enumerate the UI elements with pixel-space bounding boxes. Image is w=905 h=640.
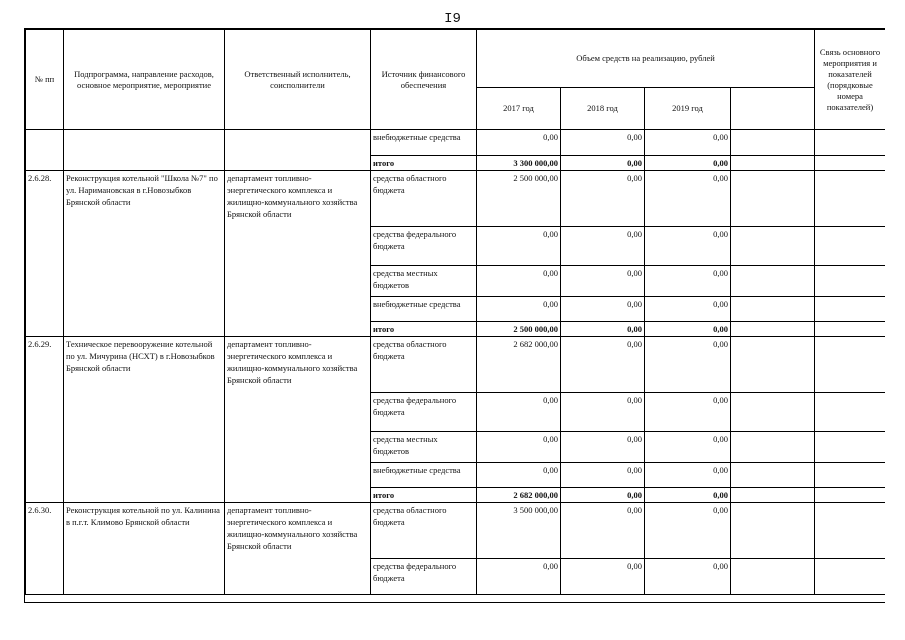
value-extra <box>731 488 815 503</box>
value-2018: 0,00 <box>561 488 645 503</box>
value-2019: 0,00 <box>645 503 731 559</box>
value-2017: 0,00 <box>477 130 561 156</box>
link-cell <box>815 337 886 393</box>
value-2019: 0,00 <box>645 297 731 322</box>
source-cell: средства федерального бюджета <box>371 393 477 432</box>
table-header <box>26 30 886 130</box>
measure-name: Реконструкция котельной по ул. Калинина в п.г.т. Климово Брянской области <box>64 503 225 595</box>
measure-code: 2.6.30. <box>26 503 64 595</box>
program-cell <box>64 130 225 171</box>
value-2019: 0,00 <box>645 156 731 171</box>
source-cell: итого <box>371 488 477 503</box>
header-program: Подпрограмма, направление расходов, основное мероприятие, мероприятие <box>64 30 225 130</box>
value-2018: 0,00 <box>561 559 645 595</box>
value-2019: 0,00 <box>645 171 731 227</box>
value-2019: 0,00 <box>645 130 731 156</box>
budget-table <box>25 29 885 595</box>
link-cell <box>815 488 886 503</box>
value-2019: 0,00 <box>645 559 731 595</box>
value-2018: 0,00 <box>561 337 645 393</box>
source-cell: внебюджетные средства <box>371 130 477 156</box>
value-2019: 0,00 <box>645 337 731 393</box>
source-cell: средства областного бюджета <box>371 503 477 559</box>
value-extra <box>731 227 815 266</box>
source-cell: средства местных бюджетов <box>371 432 477 463</box>
value-2018: 0,00 <box>561 322 645 337</box>
source-cell: средства областного бюджета <box>371 171 477 227</box>
value-2018: 0,00 <box>561 393 645 432</box>
source-cell: итого <box>371 156 477 171</box>
value-2019: 0,00 <box>645 463 731 488</box>
value-2018: 0,00 <box>561 432 645 463</box>
table-row <box>26 337 886 393</box>
source-cell: средства местных бюджетов <box>371 266 477 297</box>
value-2018: 0,00 <box>561 266 645 297</box>
value-2017: 0,00 <box>477 463 561 488</box>
value-2017: 0,00 <box>477 393 561 432</box>
value-2019: 0,00 <box>645 266 731 297</box>
link-cell <box>815 266 886 297</box>
value-2019: 0,00 <box>645 488 731 503</box>
value-2017: 2 500 000,00 <box>477 322 561 337</box>
header-year-2017: 2017 год <box>477 88 561 130</box>
measure-name: Реконструкция котельной "Школа №7" по ул. Наримановская в г.Новозыбков Брянской области <box>64 171 225 337</box>
value-extra <box>731 393 815 432</box>
value-2019: 0,00 <box>645 432 731 463</box>
table-row <box>26 130 886 156</box>
value-extra <box>731 322 815 337</box>
value-2018: 0,00 <box>561 297 645 322</box>
source-cell: средства федерального бюджета <box>371 559 477 595</box>
value-2018: 0,00 <box>561 171 645 227</box>
value-2019: 0,00 <box>645 227 731 266</box>
link-cell <box>815 171 886 227</box>
header-year-extra <box>731 88 815 130</box>
value-2019: 0,00 <box>645 322 731 337</box>
header-source: Источник финансового обеспечения <box>371 30 477 130</box>
value-2018: 0,00 <box>561 503 645 559</box>
table-row <box>26 171 886 227</box>
value-2017: 0,00 <box>477 432 561 463</box>
value-2017: 0,00 <box>477 227 561 266</box>
value-2018: 0,00 <box>561 156 645 171</box>
link-cell <box>815 227 886 266</box>
value-extra <box>731 130 815 156</box>
source-cell: средства федерального бюджета <box>371 227 477 266</box>
link-cell <box>815 297 886 322</box>
value-2017: 3 300 000,00 <box>477 156 561 171</box>
value-extra <box>731 297 815 322</box>
executor-cell <box>225 130 371 171</box>
value-2018: 0,00 <box>561 130 645 156</box>
value-2017: 3 500 000,00 <box>477 503 561 559</box>
source-cell: внебюджетные средства <box>371 297 477 322</box>
value-2017: 0,00 <box>477 266 561 297</box>
value-2017: 0,00 <box>477 297 561 322</box>
link-cell <box>815 432 886 463</box>
table-row <box>26 503 886 559</box>
link-cell <box>815 463 886 488</box>
table-body <box>26 130 886 595</box>
value-2017: 2 682 000,00 <box>477 488 561 503</box>
measure-executor: департамент топливно-энергетического комплекса и жилищно-коммунального хозяйства Брянской области <box>225 337 371 503</box>
link-cell <box>815 503 886 559</box>
header-executor: Ответственный исполнитель, соисполнители <box>225 30 371 130</box>
value-extra <box>731 156 815 171</box>
value-extra <box>731 463 815 488</box>
budget-table-frame <box>24 28 885 603</box>
link-cell <box>815 130 886 156</box>
value-2018: 0,00 <box>561 463 645 488</box>
value-extra <box>731 266 815 297</box>
measure-code: 2.6.28. <box>26 171 64 337</box>
measure-executor: департамент топливно-энергетического комплекса и жилищно-коммунального хозяйства Брянской области <box>225 503 371 595</box>
measure-executor: департамент топливно-энергетического комплекса и жилищно-коммунального хозяйства Брянской области <box>225 171 371 337</box>
value-2018: 0,00 <box>561 227 645 266</box>
code-cell <box>26 130 64 171</box>
page-number: I9 <box>444 11 461 27</box>
measure-code: 2.6.29. <box>26 337 64 503</box>
value-extra <box>731 503 815 559</box>
header-link: Связь основного мероприятия и показателей (порядковые номера показателей) <box>815 30 886 130</box>
measure-name: Техническое перевооружение котельной по ул. Мичурина (НСХТ) в г.Новозыбков Брянской области <box>64 337 225 503</box>
value-2017: 2 682 000,00 <box>477 337 561 393</box>
source-cell: итого <box>371 322 477 337</box>
value-2017: 0,00 <box>477 559 561 595</box>
value-2017: 2 500 000,00 <box>477 171 561 227</box>
value-extra <box>731 171 815 227</box>
value-extra <box>731 432 815 463</box>
header-year-2019: 2019 год <box>645 88 731 130</box>
link-cell <box>815 322 886 337</box>
header-year-2018: 2018 год <box>561 88 645 130</box>
header-volume: Объем средств на реализацию, рублей <box>477 30 815 88</box>
value-2019: 0,00 <box>645 393 731 432</box>
value-extra <box>731 559 815 595</box>
value-extra <box>731 337 815 393</box>
source-cell: средства областного бюджета <box>371 337 477 393</box>
link-cell <box>815 559 886 595</box>
header-num: № пп <box>26 30 64 130</box>
link-cell <box>815 156 886 171</box>
link-cell <box>815 393 886 432</box>
source-cell: внебюджетные средства <box>371 463 477 488</box>
